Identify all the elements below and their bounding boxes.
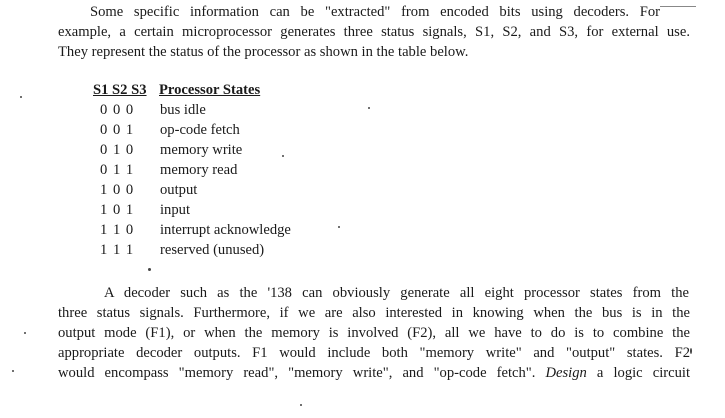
scan-speck	[690, 348, 692, 354]
table-row-state: input	[160, 202, 190, 218]
scan-speck	[660, 6, 696, 7]
table-row-code: 0 1 1	[100, 162, 135, 178]
table-row-code: 0 0 0	[100, 102, 135, 118]
body-line-3: output mode (F1), or when the memory is involved (F2), all we have to do is to combine the	[58, 325, 690, 341]
scan-speck	[20, 96, 22, 98]
scan-speck	[300, 404, 302, 406]
intro-line-3: They represent the status of the processor as shown in the table below.	[58, 44, 469, 60]
table-row-code: 1 1 0	[100, 222, 135, 238]
table-header-states: Processor States	[159, 82, 261, 98]
table-row-code: 1 0 1	[100, 202, 135, 218]
scan-speck	[24, 332, 26, 334]
body-line-1: A decoder such as the '138 can obviously generate all eight processor states from the	[104, 285, 689, 301]
table-header-codes: S1 S2 S3	[93, 82, 147, 98]
table-row-code: 1 0 0	[100, 182, 135, 198]
body-line-5-post: a logic circuit	[596, 365, 691, 381]
scan-speck	[368, 107, 370, 109]
table-row-code: 1 1 1	[100, 242, 135, 258]
body-line-2: three status signals. Furthermore, if we are also interested in knowing when the bus is in the	[58, 305, 690, 321]
body-line-4: appropriate decoder outputs. F1 would include both "memory write" and "output" states. F2	[58, 345, 690, 361]
table-row-code: 0 1 0	[100, 142, 135, 158]
table-row-state: memory read	[160, 162, 238, 178]
intro-line-2: example, a certain microprocessor generates three status signals, S1, S2, and S3, for external use.	[58, 24, 690, 40]
table-row-state: op-code fetch	[160, 122, 240, 138]
scan-speck	[282, 155, 284, 157]
body-line-5-pre: would encompass "memory read", "memory write", and "op-code fetch".	[58, 365, 536, 381]
body-line-5	[58, 363, 690, 383]
scan-speck	[148, 268, 151, 271]
table-row-state: memory write	[160, 142, 243, 158]
intro-line-1: Some specific information can be "extracted" from encoded bits using decoders. For	[90, 4, 660, 20]
scan-speck	[338, 226, 340, 228]
table-row-state: interrupt acknowledge	[160, 222, 291, 238]
body-line-5-emphasis: Design	[545, 365, 587, 381]
table-row-state: output	[160, 182, 198, 198]
table-row-code: 0 0 1	[100, 122, 135, 138]
scan-speck	[12, 370, 14, 372]
table-row-state: reserved (unused)	[160, 242, 265, 258]
table-row-state: bus idle	[160, 102, 206, 118]
